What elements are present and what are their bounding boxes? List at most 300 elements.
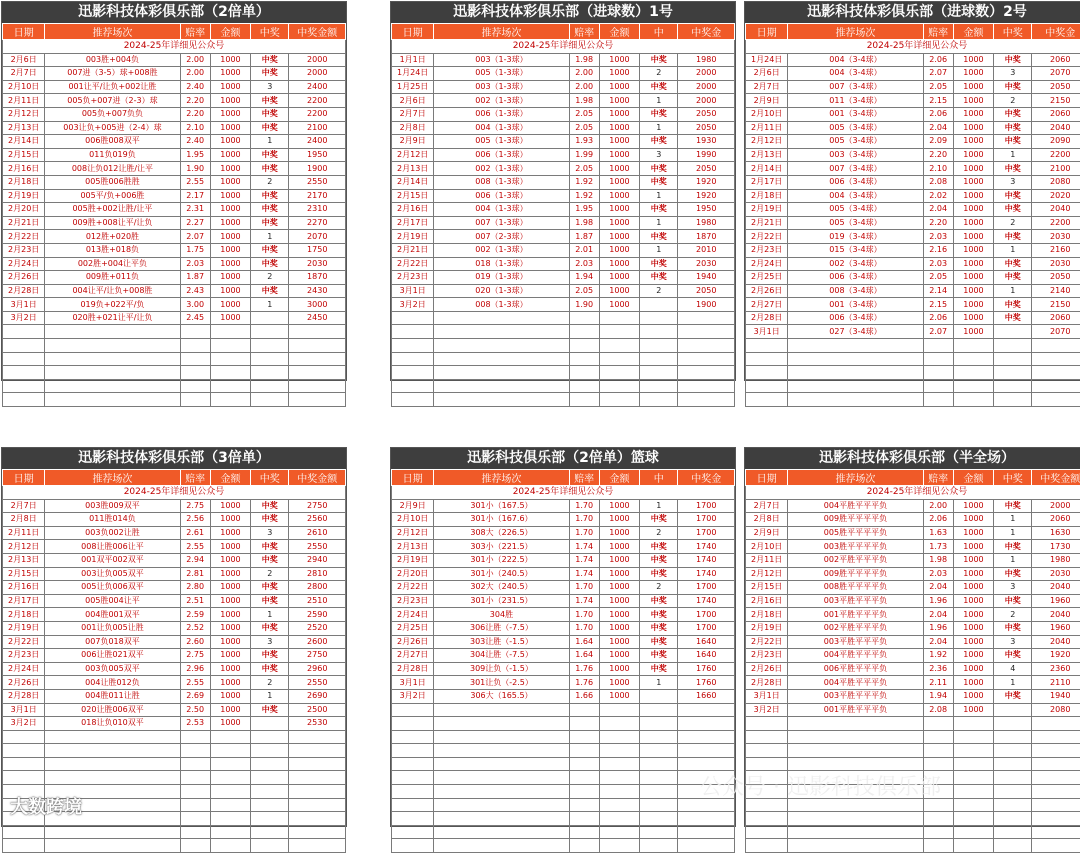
payout-cell: 2000 — [678, 94, 735, 108]
empty-cell — [434, 703, 569, 717]
empty-cell — [569, 352, 599, 366]
panel-title: 迅影科技体彩俱乐部（3倍单） — [2, 448, 346, 469]
result-cell: 中奖 — [994, 540, 1032, 554]
pick-cell: 003负002让胜 — [45, 526, 180, 540]
payout-cell: 2590 — [289, 608, 346, 622]
column-header: 赔率 — [180, 24, 210, 40]
empty-cell — [599, 717, 639, 731]
payout-cell: 2310 — [289, 203, 346, 217]
table-row — [3, 189, 346, 203]
amount-cell: 1000 — [210, 540, 250, 554]
payout-cell: 1980 — [678, 216, 735, 230]
date-cell: 2月25日 — [392, 621, 434, 635]
empty-cell — [678, 757, 735, 771]
amount-cell: 1000 — [210, 581, 250, 595]
column-header: 赔率 — [180, 470, 210, 486]
empty-cell — [640, 311, 678, 325]
payout-cell: 1760 — [678, 676, 735, 690]
empty-cell — [1032, 744, 1080, 758]
date-cell: 2月7日 — [392, 107, 434, 121]
amount-cell: 1000 — [599, 121, 639, 135]
result-cell: 中奖 — [994, 203, 1032, 217]
empty-cell — [210, 339, 250, 353]
payout-cell: 2000 — [1032, 499, 1080, 513]
empty-cell — [994, 839, 1032, 853]
empty-cell — [569, 730, 599, 744]
date-cell: 2月6日 — [746, 67, 788, 81]
result-cell: 中奖 — [640, 649, 678, 663]
empty-cell — [923, 825, 953, 839]
amount-cell: 1000 — [210, 230, 250, 244]
empty-cell — [569, 785, 599, 799]
payout-cell: 1740 — [678, 540, 735, 554]
amount-cell: 1000 — [953, 67, 993, 81]
odds-cell: 1.98 — [569, 216, 599, 230]
date-cell: 2月7日 — [746, 499, 788, 513]
amount-cell: 1000 — [953, 175, 993, 189]
table-row — [392, 67, 735, 81]
date-cell: 2月15日 — [3, 148, 45, 162]
header-row — [3, 24, 346, 40]
pick-cell: 008让负012让胜/让平 — [45, 162, 180, 176]
empty-cell — [45, 757, 180, 771]
panel-title: 迅影科技体彩俱乐部（进球数）1号 — [391, 2, 735, 23]
date-cell: 2月22日 — [3, 635, 45, 649]
empty-cell — [210, 798, 250, 812]
empty-cell — [599, 744, 639, 758]
date-cell: 3月2日 — [3, 717, 45, 731]
empty-cell — [788, 757, 923, 771]
odds-cell: 1.92 — [923, 649, 953, 663]
table-row — [392, 107, 735, 121]
amount-cell: 1000 — [599, 499, 639, 513]
result-cell: 2 — [640, 67, 678, 81]
empty-cell — [392, 785, 434, 799]
result-cell: 中奖 — [640, 594, 678, 608]
column-header: 中奖 — [251, 470, 289, 486]
result-cell: 1 — [640, 243, 678, 257]
table-row — [746, 257, 1080, 271]
empty-row — [392, 785, 735, 799]
payout-cell: 1940 — [1032, 689, 1080, 703]
column-header: 日期 — [3, 24, 45, 40]
empty-cell — [640, 393, 678, 407]
result-cell: 中奖 — [994, 189, 1032, 203]
empty-cell — [923, 379, 953, 393]
empty-cell — [1032, 785, 1080, 799]
odds-cell: 2.07 — [923, 67, 953, 81]
table-row — [392, 162, 735, 176]
payout-cell: 1740 — [678, 594, 735, 608]
date-cell: 2月14日 — [746, 162, 788, 176]
empty-cell — [599, 757, 639, 771]
amount-cell: 1000 — [210, 676, 250, 690]
empty-cell — [251, 785, 289, 799]
subtitle-row — [392, 486, 735, 500]
payout-cell: 1930 — [678, 135, 735, 149]
table-row — [3, 581, 346, 595]
table-row — [392, 526, 735, 540]
empty-cell — [289, 325, 346, 339]
pick-cell: 001（3-4球） — [788, 107, 923, 121]
table-row — [3, 635, 346, 649]
table-row — [746, 540, 1080, 554]
column-header: 金额 — [953, 470, 993, 486]
payout-cell: 2080 — [1032, 703, 1080, 717]
results-table — [391, 469, 735, 853]
empty-cell — [678, 703, 735, 717]
amount-cell: 1000 — [210, 107, 250, 121]
odds-cell: 1.73 — [923, 540, 953, 554]
result-cell: 1 — [994, 553, 1032, 567]
odds-cell: 1.87 — [569, 230, 599, 244]
table-row — [3, 243, 346, 257]
pick-cell: 009胜+011负 — [45, 271, 180, 285]
subtitle-row — [392, 40, 735, 54]
odds-cell: 2.03 — [569, 257, 599, 271]
amount-cell: 1000 — [953, 162, 993, 176]
pick-cell: 001平胜平平平负 — [788, 703, 923, 717]
payout-cell: 2690 — [289, 689, 346, 703]
empty-row — [3, 825, 346, 839]
table-row — [746, 298, 1080, 312]
empty-cell — [3, 839, 45, 853]
subtitle-row — [3, 486, 346, 500]
panel-title: 迅影科技体彩俱乐部（进球数）2号 — [745, 2, 1080, 23]
table-row — [3, 662, 346, 676]
odds-cell: 2.05 — [569, 121, 599, 135]
table-row — [746, 284, 1080, 298]
payout-cell: 1640 — [678, 649, 735, 663]
odds-cell: 1.64 — [569, 635, 599, 649]
empty-row — [392, 730, 735, 744]
pick-cell: 011负019负 — [45, 148, 180, 162]
empty-cell — [1032, 771, 1080, 785]
pick-cell: 003平胜平平平负 — [788, 635, 923, 649]
payout-cell: 2030 — [1032, 567, 1080, 581]
empty-cell — [746, 757, 788, 771]
pick-cell: 003平胜平平平负 — [788, 594, 923, 608]
date-cell: 2月28日 — [746, 311, 788, 325]
odds-cell: 1.64 — [569, 649, 599, 663]
table-row — [3, 703, 346, 717]
odds-cell: 1.98 — [923, 553, 953, 567]
empty-row — [3, 366, 346, 380]
empty-cell — [251, 744, 289, 758]
empty-cell — [434, 366, 569, 380]
payout-cell: 2000 — [289, 67, 346, 81]
watermark-text: 公众号 · 迅影科技俱乐部 — [700, 770, 941, 801]
pick-cell: 011（3-4球） — [788, 94, 923, 108]
empty-cell — [434, 825, 569, 839]
result-cell: 中奖 — [251, 662, 289, 676]
odds-cell: 2.03 — [923, 567, 953, 581]
amount-cell: 1000 — [599, 243, 639, 257]
panel-title: 迅影科技俱乐部（2倍单）篮球 — [391, 448, 735, 469]
date-cell: 2月18日 — [746, 608, 788, 622]
empty-cell — [569, 393, 599, 407]
payout-cell: 1950 — [289, 148, 346, 162]
empty-row — [3, 744, 346, 758]
empty-cell — [251, 825, 289, 839]
pick-cell: 301小（167.6） — [434, 513, 569, 527]
empty-cell — [994, 744, 1032, 758]
table-row — [392, 203, 735, 217]
empty-cell — [599, 798, 639, 812]
amount-cell: 1000 — [210, 499, 250, 513]
amount-cell: 1000 — [953, 107, 993, 121]
empty-cell — [251, 839, 289, 853]
empty-cell — [392, 339, 434, 353]
empty-cell — [434, 339, 569, 353]
pick-cell: 002（1-3球） — [434, 162, 569, 176]
odds-cell: 2.05 — [569, 107, 599, 121]
result-cell: 1 — [994, 148, 1032, 162]
column-header: 中 — [640, 24, 678, 40]
empty-cell — [569, 379, 599, 393]
amount-cell: 1000 — [953, 608, 993, 622]
amount-cell: 1000 — [599, 621, 639, 635]
table-row — [3, 311, 346, 325]
date-cell: 2月19日 — [3, 189, 45, 203]
result-cell: 中奖 — [251, 649, 289, 663]
date-cell: 2月19日 — [746, 203, 788, 217]
amount-cell: 1000 — [953, 581, 993, 595]
result-cell: 中奖 — [251, 513, 289, 527]
date-cell: 2月22日 — [746, 635, 788, 649]
odds-cell: 1.74 — [569, 540, 599, 554]
empty-row — [392, 744, 735, 758]
empty-cell — [953, 339, 993, 353]
date-cell: 2月18日 — [3, 175, 45, 189]
table-row — [392, 689, 735, 703]
empty-cell — [289, 393, 346, 407]
column-header: 推荐场次 — [788, 24, 923, 40]
result-cell: 1 — [640, 499, 678, 513]
payout-cell: 2400 — [289, 135, 346, 149]
payout-cell: 2750 — [289, 499, 346, 513]
table-row — [392, 298, 735, 312]
table-row — [3, 53, 346, 67]
odds-cell: 2.17 — [180, 189, 210, 203]
empty-cell — [640, 730, 678, 744]
pick-cell: 003让负005双平 — [45, 567, 180, 581]
empty-cell — [180, 393, 210, 407]
empty-cell — [392, 393, 434, 407]
empty-cell — [289, 771, 346, 785]
amount-cell: 1000 — [599, 80, 639, 94]
payout-cell: 1700 — [678, 499, 735, 513]
empty-cell — [1032, 393, 1080, 407]
result-cell — [640, 298, 678, 312]
odds-cell: 2.00 — [180, 53, 210, 67]
table-row — [3, 298, 346, 312]
amount-cell: 1000 — [210, 608, 250, 622]
empty-cell — [289, 366, 346, 380]
empty-cell — [953, 379, 993, 393]
panel-title: 迅影科技体彩俱乐部（2倍单） — [2, 2, 346, 23]
odds-cell: 2.20 — [180, 107, 210, 121]
odds-cell: 2.05 — [569, 284, 599, 298]
date-cell: 2月27日 — [392, 649, 434, 663]
table-row — [3, 284, 346, 298]
payout-cell: 2060 — [1032, 53, 1080, 67]
empty-cell — [788, 825, 923, 839]
empty-row — [392, 839, 735, 853]
pick-cell: 005（1-3球） — [434, 135, 569, 149]
amount-cell: 1000 — [599, 94, 639, 108]
empty-cell — [45, 379, 180, 393]
empty-row — [3, 757, 346, 771]
table-row — [3, 257, 346, 271]
result-cell: 3 — [994, 67, 1032, 81]
date-cell: 2月27日 — [746, 298, 788, 312]
pick-cell: 301小（240.5） — [434, 567, 569, 581]
empty-cell — [392, 717, 434, 731]
odds-cell: 2.10 — [180, 121, 210, 135]
column-header: 金额 — [953, 24, 993, 40]
empty-cell — [392, 825, 434, 839]
amount-cell: 1000 — [210, 80, 250, 94]
date-cell: 1月24日 — [746, 53, 788, 67]
amount-cell: 1000 — [210, 594, 250, 608]
pick-cell: 005胜004让平 — [45, 594, 180, 608]
result-cell: 中奖 — [251, 148, 289, 162]
empty-row — [3, 339, 346, 353]
empty-cell — [45, 771, 180, 785]
result-cell: 中奖 — [994, 257, 1032, 271]
empty-cell — [210, 839, 250, 853]
table-row — [746, 676, 1080, 690]
table-row — [392, 175, 735, 189]
odds-cell: 2.55 — [180, 540, 210, 554]
empty-cell — [953, 393, 993, 407]
pick-cell: 015（3-4球） — [788, 243, 923, 257]
empty-cell — [569, 771, 599, 785]
amount-cell: 1000 — [953, 325, 993, 339]
pick-cell: 003（1-3球） — [434, 53, 569, 67]
odds-cell: 2.04 — [923, 608, 953, 622]
empty-cell — [599, 703, 639, 717]
pick-cell: 006（3-4球） — [788, 175, 923, 189]
empty-cell — [434, 325, 569, 339]
pick-cell: 019（3-4球） — [788, 230, 923, 244]
date-cell: 2月8日 — [392, 121, 434, 135]
empty-cell — [251, 339, 289, 353]
empty-row — [392, 311, 735, 325]
result-cell: 1 — [251, 298, 289, 312]
amount-cell: 1000 — [599, 67, 639, 81]
table-row — [392, 189, 735, 203]
amount-cell: 1000 — [210, 271, 250, 285]
table-row — [3, 594, 346, 608]
empty-cell — [180, 352, 210, 366]
result-cell: 1 — [640, 676, 678, 690]
odds-cell: 2.04 — [923, 635, 953, 649]
empty-cell — [994, 339, 1032, 353]
table-row — [3, 216, 346, 230]
empty-cell — [392, 839, 434, 853]
result-cell: 中奖 — [640, 203, 678, 217]
result-cell: 2 — [640, 526, 678, 540]
result-cell: 2 — [251, 271, 289, 285]
table-row — [3, 553, 346, 567]
odds-cell: 2.40 — [180, 80, 210, 94]
amount-cell: 1000 — [953, 257, 993, 271]
pick-cell: 002胜+004让平负 — [45, 257, 180, 271]
column-header: 中 — [640, 470, 678, 486]
table-row — [746, 243, 1080, 257]
table-row — [3, 162, 346, 176]
odds-cell: 1.66 — [569, 689, 599, 703]
empty-cell — [640, 339, 678, 353]
subtitle-cell: 2024-25年详细见公众号 — [392, 40, 735, 54]
payout-cell: 2450 — [289, 311, 346, 325]
empty-row — [392, 703, 735, 717]
empty-cell — [923, 339, 953, 353]
amount-cell: 1000 — [210, 203, 250, 217]
date-cell: 2月26日 — [746, 662, 788, 676]
header-row — [392, 24, 735, 40]
result-cell: 3 — [994, 635, 1032, 649]
odds-cell: 1.92 — [569, 189, 599, 203]
empty-cell — [569, 825, 599, 839]
results-table — [2, 23, 346, 407]
result-cell — [251, 717, 289, 731]
odds-cell: 2.04 — [923, 581, 953, 595]
payout-cell: 1740 — [678, 553, 735, 567]
odds-cell: 1.96 — [923, 594, 953, 608]
payout-cell: 2040 — [1032, 608, 1080, 622]
pick-cell: 006（3-4球） — [788, 271, 923, 285]
table-row — [3, 203, 346, 217]
column-header: 中奖金额 — [289, 24, 346, 40]
payout-cell: 2070 — [1032, 67, 1080, 81]
subtitle-row — [746, 40, 1080, 54]
empty-cell — [1032, 352, 1080, 366]
empty-cell — [640, 366, 678, 380]
column-header: 中奖金 — [678, 470, 735, 486]
result-cell: 1 — [251, 135, 289, 149]
odds-cell: 1.74 — [569, 594, 599, 608]
odds-cell: 2.40 — [180, 135, 210, 149]
header-row — [392, 470, 735, 486]
amount-cell: 1000 — [210, 94, 250, 108]
odds-cell: 1.70 — [569, 581, 599, 595]
amount-cell: 1000 — [953, 80, 993, 94]
result-cell: 3 — [640, 148, 678, 162]
result-cell: 中奖 — [994, 271, 1032, 285]
header-row — [746, 470, 1080, 486]
pick-cell: 005胜平平平平负 — [788, 526, 923, 540]
empty-cell — [251, 771, 289, 785]
column-header: 金额 — [210, 24, 250, 40]
odds-cell: 1.90 — [569, 298, 599, 312]
payout-cell: 1920 — [678, 189, 735, 203]
empty-cell — [251, 393, 289, 407]
result-cell: 2 — [640, 284, 678, 298]
empty-row — [746, 812, 1080, 826]
amount-cell: 1000 — [953, 526, 993, 540]
empty-cell — [251, 812, 289, 826]
empty-row — [746, 717, 1080, 731]
panel-title: 迅影科技体彩俱乐部（半全场） — [745, 448, 1080, 469]
panel-basketball — [390, 447, 736, 827]
empty-cell — [953, 744, 993, 758]
empty-cell — [923, 744, 953, 758]
date-cell: 3月1日 — [3, 298, 45, 312]
pick-cell: 004（3-4球） — [788, 53, 923, 67]
